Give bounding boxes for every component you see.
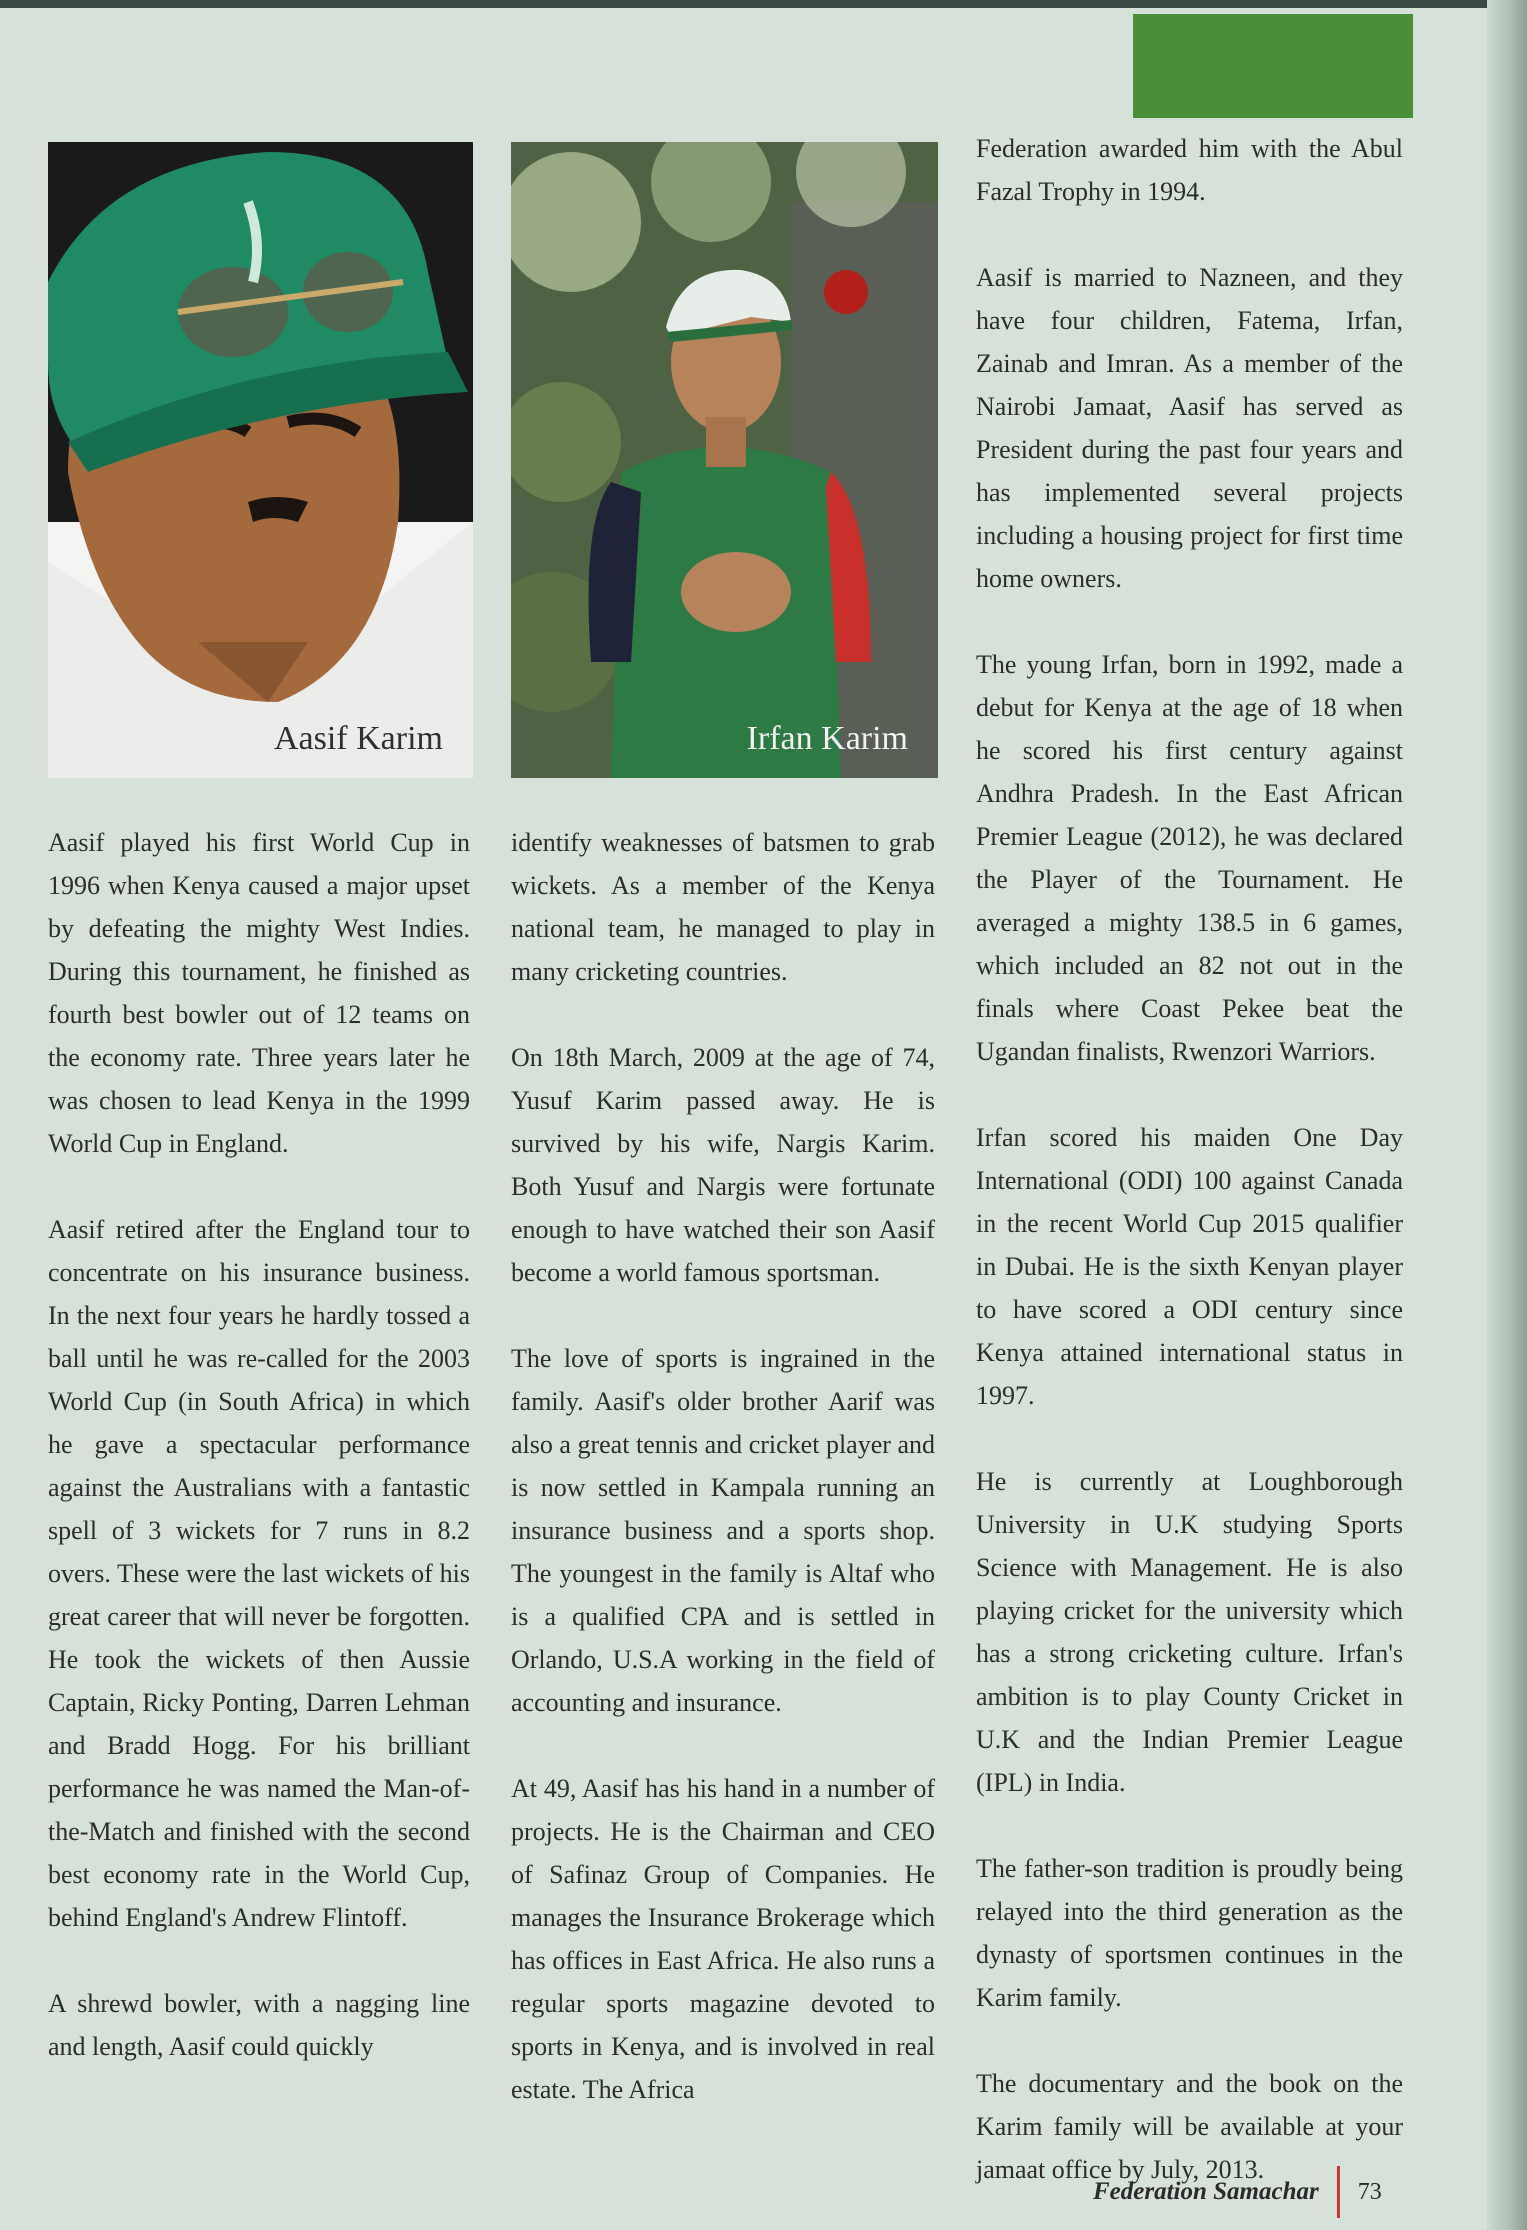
article-column-3 bbox=[976, 127, 1403, 2191]
paragraph: The father-son tradition is proudly being relayed into the third generation as the dynasty of sportsmen continues in the Karim family. bbox=[976, 1854, 1403, 2012]
photo-caption-aasif: Aasif Karim bbox=[273, 720, 443, 757]
photo-caption-irfan: Irfan Karim bbox=[746, 720, 908, 757]
portrait-irfan-illustration bbox=[511, 142, 938, 778]
article-column-2 bbox=[511, 821, 935, 2111]
portrait-aasif-illustration bbox=[48, 142, 473, 778]
footer-divider bbox=[1337, 2166, 1340, 2218]
paragraph: Irfan scored his maiden One Day International (ODI) 100 against Canada in the recent World Cup 2015 qualifier in Dubai. He is the sixth Kenyan player to have scored a ODI century since Kenya attained international status in 1997. bbox=[976, 1123, 1403, 1410]
paragraph: At 49, Aasif has his hand in a number of projects. He is the Chairman and CEO of Safinaz Group of Companies. He manages the Insurance Brokerage which has offices in East Africa. He also runs a regular sports magazine devoted to sports in Kenya, and is involved in real estate. The Africa bbox=[511, 1774, 935, 2104]
paragraph: The love of sports is ingrained in the family. Aasif's older brother Aarif was also a great tennis and cricket player and is now settled in Kampala running an insurance business and a sports shop. The youngest in the family is Altaf who is a qualified CPA and is settled in Orlando, U.S.A working in the field of accounting and insurance. bbox=[511, 1344, 935, 1717]
photo-aasif-karim bbox=[48, 142, 473, 778]
page-spine-shadow bbox=[1487, 0, 1527, 2230]
photo-irfan-karim bbox=[511, 142, 938, 778]
paragraph: The documentary and the book on the Karim family will be available at your jamaat office by July, 2013. bbox=[976, 2069, 1403, 2184]
paragraph: Federation awarded him with the Abul Fazal Trophy in 1994. bbox=[976, 134, 1403, 206]
page-number: 73 bbox=[1357, 2178, 1382, 2205]
paragraph: Aasif retired after the England tour to concentrate on his insurance business. In the next four years he hardly tossed a ball until he was re-called for the 2003 World Cup (in South Africa) in which he gave a spectacular performance against the Australians with a fantastic spell of 3 wickets for 7 runs in 8.2 overs. These were the last wickets of his great career that will never be forgotten. He took the wickets of then Aussie Captain, Ricky Ponting, Darren Lehman and Bradd Hogg. For his brilliant performance he was named the Man-of-the-Match and finished with the second best economy rate in the World Cup, behind England's Andrew Flintoff. bbox=[48, 1215, 470, 1932]
paragraph: The young Irfan, born in 1992, made a debut for Kenya at the age of 18 when he scored his first century against Andhra Pradesh. In the East African Premier League (2012), he was declared the Player of the Tournament. He averaged a mighty 138.5 in 6 games, which included an 82 not out in the finals where Coast Pekee beat the Ugandan finalists, Rwenzori Warriors. bbox=[976, 650, 1403, 1066]
paragraph: Aasif played his first World Cup in 1996 when Kenya caused a major upset by defeating the mighty West Indies. During this tournament, he finished as fourth best bowler out of 12 teams on the economy rate. Three years later he was chosen to lead Kenya in the 1999 World Cup in England. bbox=[48, 828, 470, 1158]
publication-title: Federation Samachar bbox=[1093, 2178, 1319, 2205]
green-header-tab bbox=[1133, 14, 1413, 118]
paragraph: On 18th March, 2009 at the age of 74, Yusuf Karim passed away. He is survived by his wife, Nargis Karim. Both Yusuf and Nargis were fortunate enough to have watched their son Aasif become a world famous sportsman. bbox=[511, 1043, 935, 1287]
paragraph: Aasif is married to Nazneen, and they have four children, Fatema, Irfan, Zainab and Imran. As a member of the Nairobi Jamaat, Aasif has served as President during the past four years and has implemented several projects including a housing project for first time home owners. bbox=[976, 263, 1403, 593]
article-column-1 bbox=[48, 821, 470, 2068]
paragraph: identify weaknesses of batsmen to grab wickets. As a member of the Kenya national team, he managed to play in many cricketing countries. bbox=[511, 828, 935, 986]
paragraph: He is currently at Loughborough University in U.K studying Sports Science with Management. He is also playing cricket for the university which has a strong cricketing culture. Irfan's ambition is to play County Cricket in U.K and the Indian Premier League (IPL) in India. bbox=[976, 1467, 1403, 1797]
paragraph: A shrewd bowler, with a nagging line and length, Aasif could quickly bbox=[48, 1989, 470, 2061]
page-footer bbox=[1093, 2164, 1382, 2220]
page-top-edge bbox=[0, 0, 1527, 8]
